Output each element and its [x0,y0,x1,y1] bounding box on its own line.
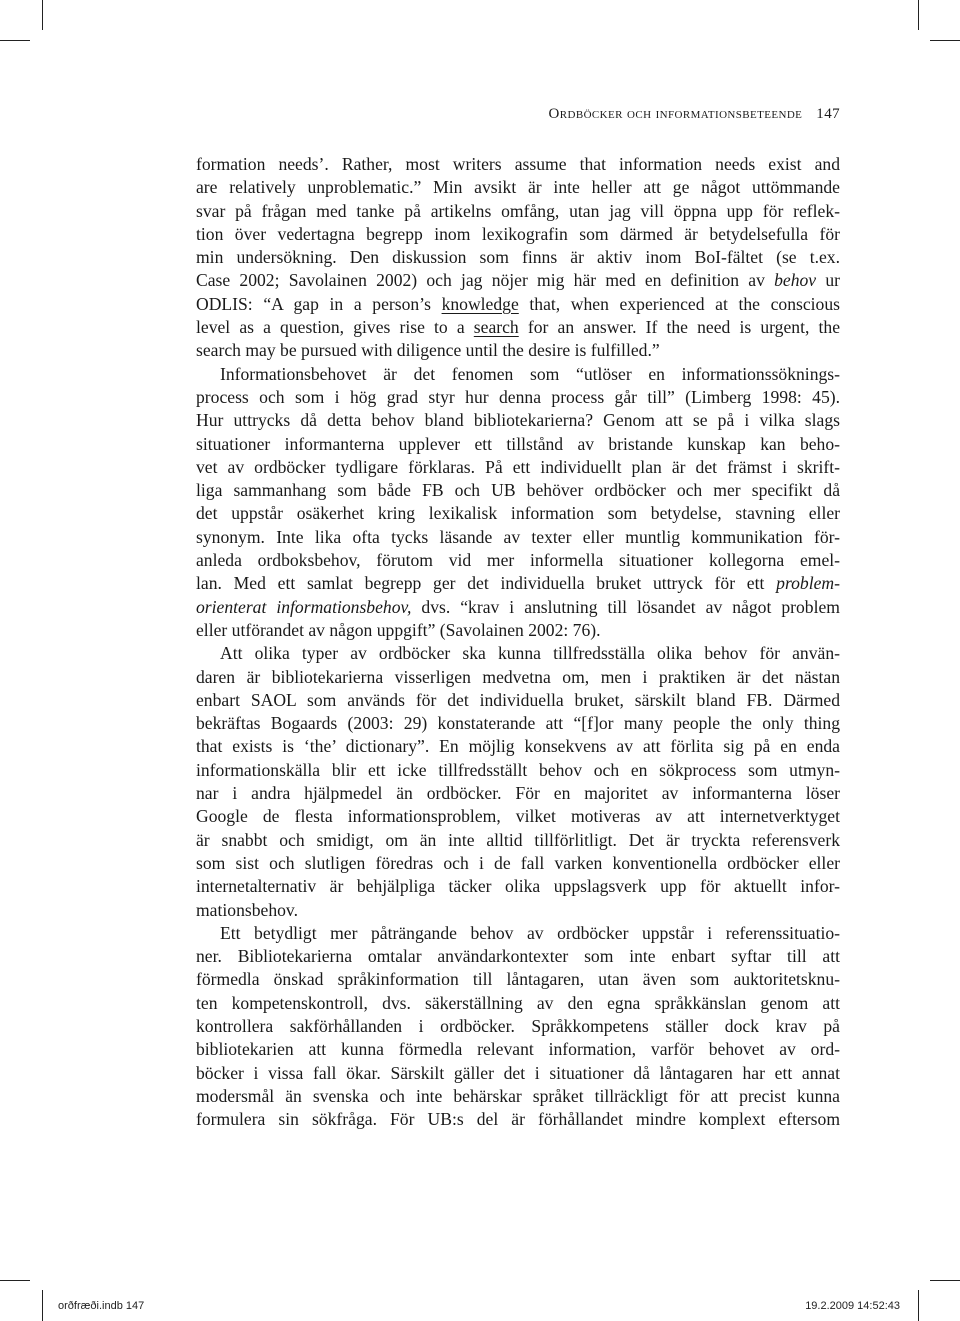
text-run: level as a question, gives rise to a [196,317,474,338]
text-line: böcker i vissa fall ökar. Särskilt gäller det i situationer då låntagaren har ett annat [196,1062,840,1083]
underlined-term: search [473,317,519,338]
italic-term: behov [774,270,817,291]
text-line: bekräftas Bogaards (2003: 29) konstaterande att “[f]or many people the only thing [196,713,840,734]
text-line: tion över vedertagna begrepp inom lexikografin som därmed är betydelsefulla för [196,223,840,244]
slug-file-name: orðfræði.indb 147 [58,1300,145,1312]
text-line: anleda ordboksbehov, förutom vid mer informella situationer kollegorna emel- [196,550,840,571]
text-line: synonym. Inte lika ofta tycks läsande av texter eller muntlig kommunikation för- [196,526,840,547]
text-line [196,293,840,316]
running-header [196,106,840,123]
text-line: liga sammanhang som både FB och UB behöver ordböcker och mer specifikt då [196,480,840,501]
page-number: 147 [816,106,840,122]
text-line: Ett betydligt mer påträngande behov av ordböcker uppstår i referenssituatio- [220,922,840,943]
text-line: det uppstår osäkerhet kring lexikalisk information som betydelse, stavning eller [196,503,840,524]
text-line: enbart SAOL som används för det individuella bruket, särskilt bland FB. Därmed [196,689,840,710]
text-line: Att olika typer av ordböcker ska kunna tillfredsställa olika behov för använ- [220,643,840,664]
body-text [196,153,840,1131]
italic-term: orienterat informationsbehov, [196,596,412,617]
text-run: for an answer. If the need is urgent, the [518,317,840,338]
running-title: Ordböcker och informationsbeteende [548,106,803,122]
text-line [196,572,840,595]
crop-mark-top-right [918,0,919,30]
text-line: bibliotekarien att kunna förmedla relevant information, varför behovet av ord- [196,1039,840,1060]
text-run: dvs. “krav i anslutning till lösandet av något problem [411,596,840,617]
italic-term: problem- [776,573,840,594]
crop-mark-bottom-right [918,1290,919,1321]
underlined-term: knowledge [441,293,519,314]
text-line: formulera sin sökfråga. För UB:s del är förhållandet mindre komplext eftersom [196,1109,840,1130]
text-run: Case 2002; Savolainen 2002) och jag nöjer mig här med en definition av [196,270,775,291]
text-line: process och som i hög grad styr hur denna process går till” (Limberg 1998: 45). [196,386,840,407]
text-line: Hur uttrycks då detta behov bland bibliotekarierna? Genom att se på i vilka slags [196,410,840,431]
paragraph [196,363,840,643]
text-run: ur [816,270,840,291]
text-line: ner. Bibliotekarierna omtalar användarkontexter som inte enbart syftar till att [196,946,840,967]
text-run: ODLIS: “A gap in a person’s [196,293,442,314]
text-line [196,316,840,339]
crop-mark-bottom-left [42,1290,43,1321]
text-line: ten kompetenskontroll, dvs. säkerställning av den egna språkkänslan genom att [196,992,840,1013]
text-line: eller utförandet av någon uppgift” (Savolainen 2002: 76). [196,619,601,640]
paragraph [196,642,840,922]
text-line: informationskälla blir ett icke tillfredsställt behov och en sökprocess som utmyn- [196,759,840,780]
text-line: mationsbehov. [196,899,298,920]
text-line [196,269,840,292]
paragraph [196,922,840,1132]
text-line: förmedla önskad språkinformation till låntagaren, utan även som auktoritetsknu- [196,969,840,990]
text-line: vet av ordböcker tydligare förklaras. På ett individuellt plan är det främst i skrift- [196,456,840,477]
crop-mark-bottom-right-h [930,1280,960,1281]
text-run: that, when experienced at the conscious [518,293,840,314]
crop-mark-bottom-left-h [0,1280,30,1281]
text-line: situationer informanterna upplever ett tillstånd av bristande kunskap kan beho- [196,433,840,454]
text-line [196,596,840,619]
paragraph [196,153,840,363]
slug-timestamp: 19.2.2009 14:52:43 [805,1300,900,1312]
text-line: min undersökning. Den diskussion som finns är aktiv inom BoI-fältet (se t.ex. [196,247,840,268]
text-line: Informationsbehovet är det fenomen som “utlöser en informationssöknings- [220,363,840,384]
text-line: modersmål än svenska och inte behärskar språket tillräckligt för att precist kunna [196,1085,840,1106]
text-line: that exists is ‘the’ dictionary”. En möjlig konsekvens av att förlita sig på en enda [196,736,840,757]
text-line: är snabbt och smidigt, om än inte alltid tillförlitligt. Det är tryckta referensverk [196,829,840,850]
text-run: lan. Med ett samlat begrepp ger det individuella bruket uttryck för ett [196,573,777,594]
crop-mark-top-right-h [930,40,960,41]
text-line: som sist och slutligen föredras och i de fall varken konventionella ordböcker eller [196,852,840,873]
crop-mark-top-left-h [0,40,30,41]
text-line: nar i andra hjälpmedel än ordböcker. För en majoritet av informanterna löser [196,783,840,804]
text-line: kontrollera sakförhållanden i ordböcker. Språkkompetens ställer dock krav på [196,1015,840,1036]
text-line: daren är bibliotekarierna visserligen medvetna om, men i praktiken är det nästan [196,666,840,687]
text-line: svar på frågan med tanke på artikelns omfång, utan jag vill öppna upp för reflek- [196,200,840,221]
text-line: are relatively unproblematic.” Min avsikt är inte heller att ge något uttömmande [196,177,840,198]
text-line: internetalternativ är behjälpliga täcker olika uppslagsverk upp för aktuellt infor- [196,876,840,897]
text-line: Google de flesta informationsproblem, vilket motiveras av att internetverktyget [196,806,840,827]
crop-mark-top-left [42,0,43,30]
text-line: search may be pursued with diligence until the desire is fulfilled.” [196,340,660,361]
text-line: formation needs’. Rather, most writers assume that information needs exist and [196,154,840,174]
